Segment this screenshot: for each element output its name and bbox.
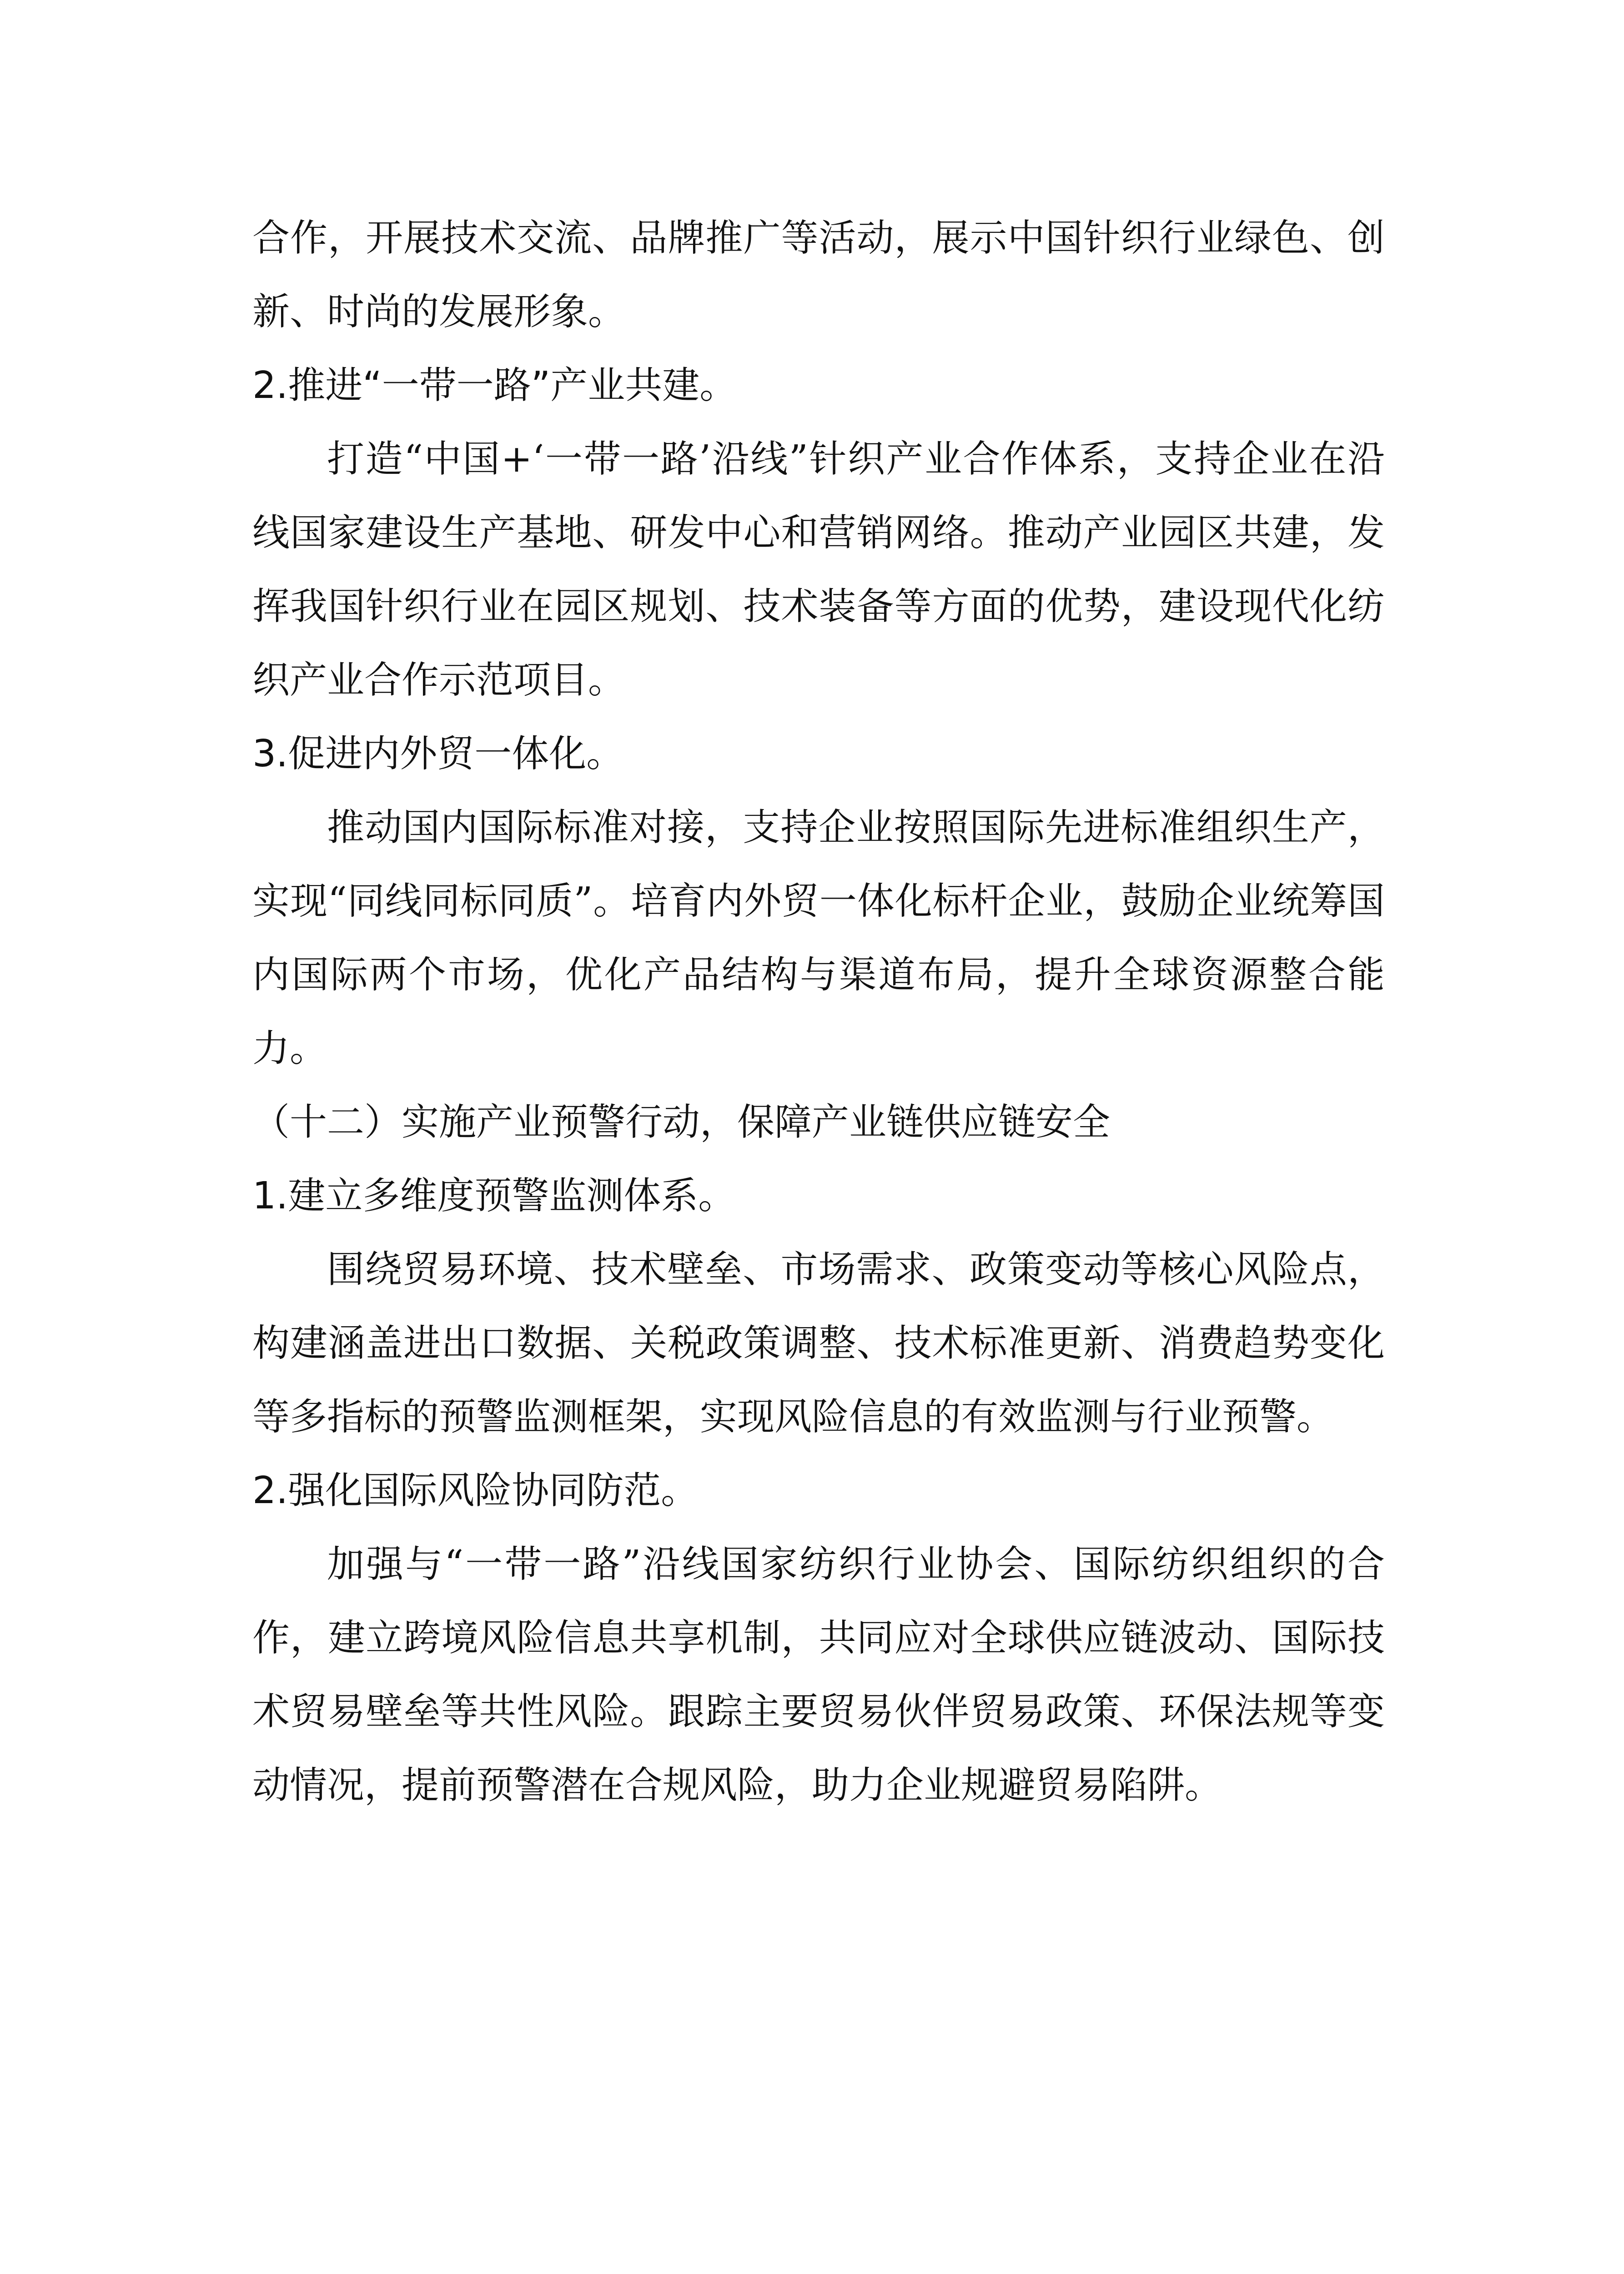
section-heading-early-warning: （十二）实施产业预警行动，保障产业链供应链安全 bbox=[252, 1101, 1111, 1144]
subheading-belt-and-road: 2.推进“一带一路”产业共建。 bbox=[252, 364, 737, 407]
paragraph-belt-and-road: 打造“中国+‘一带一路’沿线”针织产业合作体系，支持企业在沿线国家建设生产基地、研发中心和营销网络。推动产业园区共建，发挥我国针织行业在园区规划、技术装备等方面的优势，建设现代化纺织产业合作示范项目。 bbox=[252, 438, 1385, 702]
document-body bbox=[252, 201, 1385, 1822]
paragraph-monitoring-system: 围绕贸易环境、技术壁垒、市场需求、政策变动等核心风险点，构建涵盖进出口数据、关税政策调整、技术标准更新、消费趋势变化等多指标的预警监测框架，实现风险信息的有效监测与行业预警。 bbox=[252, 1248, 1385, 1439]
subheading-risk-prevention: 2.强化国际风险协同防范。 bbox=[252, 1469, 699, 1512]
paragraph-continued-cooperation: 合作，开展技术交流、品牌推广等活动，展示中国针织行业绿色、创新、时尚的发展形象。 bbox=[252, 216, 1385, 333]
subheading-monitoring-system: 1.建立多维度预警监测体系。 bbox=[252, 1174, 736, 1217]
paragraph-trade-integration: 推动国内国际标准对接，支持企业按照国际先进标准组织生产，实现“同线同标同质”。培育内外贸一体化标杆企业，鼓励企业统筹国内国际两个市场，优化产品结构与渠道布局，提升全球资源整合能力。 bbox=[252, 806, 1385, 1070]
subheading-trade-integration: 3.促进内外贸一体化。 bbox=[252, 732, 624, 775]
paragraph-risk-prevention: 加强与“一带一路”沿线国家纺织行业协会、国际纺织组织的合作，建立跨境风险信息共享机制，共同应对全球供应链波动、国际技术贸易壁垒等共性风险。跟踪主要贸易伙伴贸易政策、环保法规等变动情况，提前预警潜在合规风险，助力企业规避贸易陷阱。 bbox=[252, 1543, 1385, 1807]
